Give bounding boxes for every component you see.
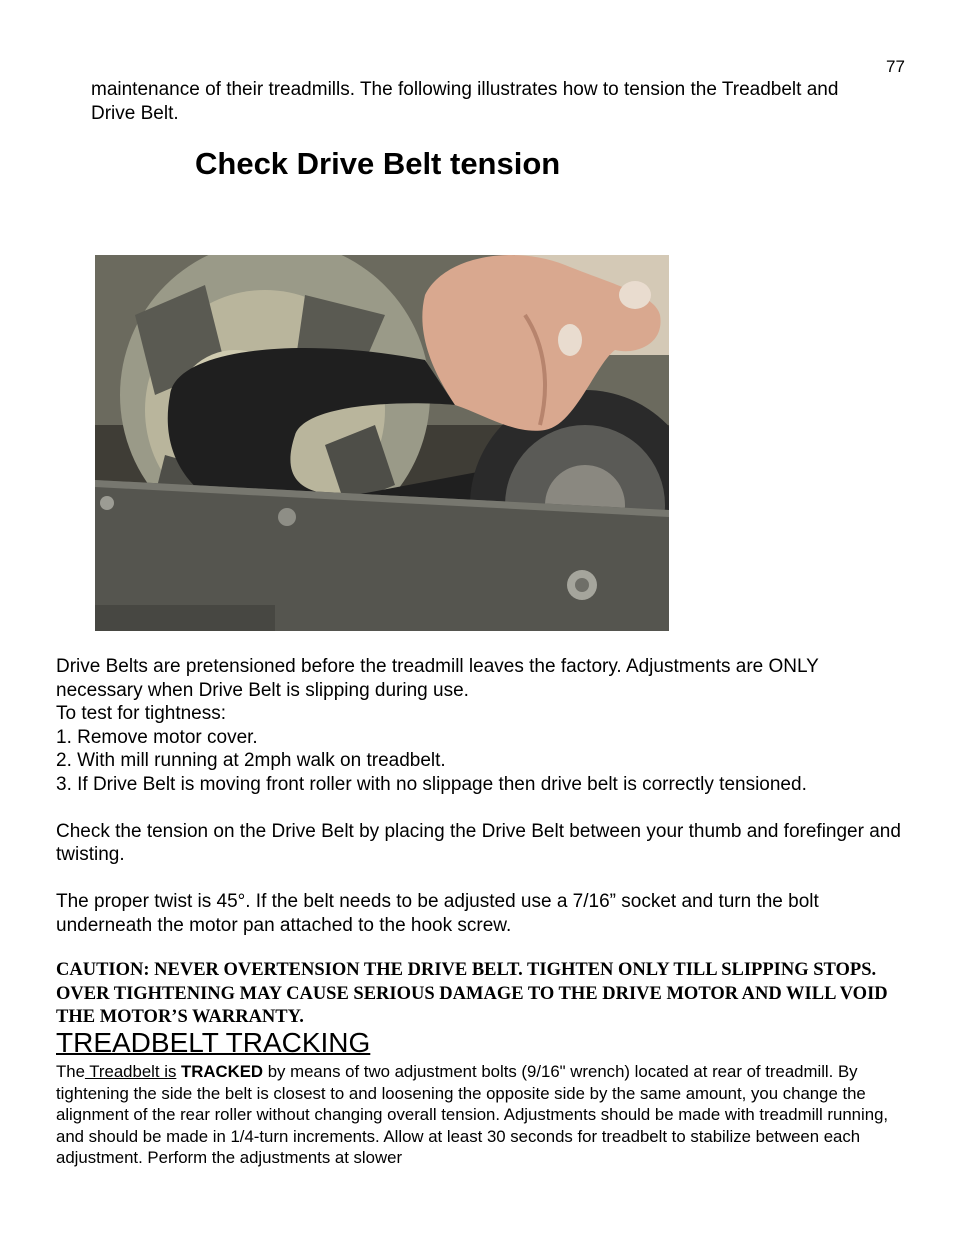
tracking-body: by means of two adjustment bolts (9/16" wrench) located at rear of treadmill. By tightening the side the belt is closest to and loosening the opposite side by the same amount, you change the alignment of the rear roller without changing overall tension. Adjustments should be made with treadmill running, and should be made in 1/4-turn increments. Allow at least 30 seconds for treadbelt to stabilize between each adjustment. Perform the adjustments at slower <box>56 1062 889 1167</box>
caution-warning: CAUTION: NEVER OVERTENSION THE DRIVE BELT. TIGHTEN ONLY TILL SLIPPING STOPS. OVER TIGHTENING MAY CAUSE SERIOUS DAMAGE TO THE DRIVE MOTOR AND WILL VOID THE MOTOR’S WARRANTY. <box>56 960 888 1027</box>
tracked-term: TRACKED <box>181 1062 264 1081</box>
tracking-paragraph <box>56 1061 896 1169</box>
treadbelt-term: Treadbelt is <box>84 1062 177 1081</box>
step-item: 3. If Drive Belt is moving front roller with no slippage then drive belt is correctly tensioned. <box>56 773 807 795</box>
tracking-lead: The <box>56 1062 85 1081</box>
test-label: To test for tightness: <box>56 703 227 724</box>
page-heading: Check Drive Belt tension <box>195 146 561 181</box>
drive-belt-photo <box>95 255 669 631</box>
step-item: 2. With mill running at 2mph walk on treadbelt. <box>56 750 446 771</box>
proper-twist-paragraph: The proper twist is 45°. If the belt needs to be adjusted use a 7/16” socket and turn the bolt underneath the motor pan attached to the hook screw. <box>56 891 819 936</box>
drive-belt-instructions <box>56 655 906 937</box>
pretension-paragraph: Drive Belts are pretensioned before the treadmill leaves the factory. Adjustments are ONLY necessary when Drive Belt is slipping during use. <box>56 656 819 701</box>
step-item: 1. Remove motor cover. <box>56 726 258 748</box>
section-title: TREADBELT TRACKING <box>56 1027 371 1058</box>
intro-paragraph: maintenance of their treadmills. The following illustrates how to tension the Treadbelt and Drive Belt. <box>91 79 839 124</box>
twist-check-paragraph: Check the tension on the Drive Belt by placing the Drive Belt between your thumb and forefinger and twisting. <box>56 820 901 865</box>
page-number: 77 <box>886 57 905 76</box>
